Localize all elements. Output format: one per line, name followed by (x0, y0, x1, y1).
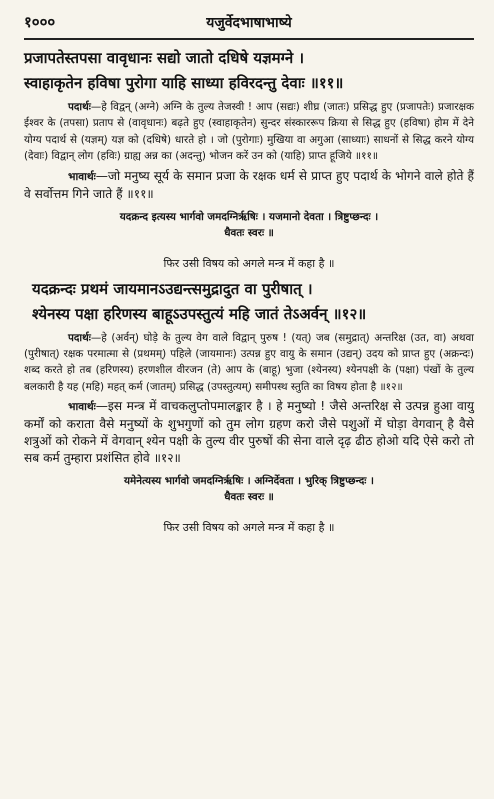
rishi-devata-line: यमेनेत्यस्य भार्गवो जमदग्निर्ऋषिः । अग्निर्देवता । भुरिक् त्रिष्टुप्छन्दः । (124, 475, 374, 488)
bhavartha-paragraph (24, 398, 474, 467)
mantra-12 (24, 277, 474, 327)
mantra-line: स्वाहाकृतेन हविषा पुरोगा याहि साध्या हविरदन्तु देवाः ॥११॥ (24, 74, 344, 92)
page-header (24, 12, 474, 34)
mantra-11 (24, 46, 474, 96)
mantra-line: श्येनस्य पक्षा हरिणस्य बाहूऽउपस्तुत्यं महि जातं तेऽअर्वन् ॥१२॥ (32, 304, 367, 323)
mantra-line: प्रजापतेस्तपसा वावृधानः सद्यो जातो दधिषे यज्ञमग्ने । (24, 49, 305, 67)
bhavartha-paragraph (24, 168, 474, 203)
svara-line: धैवतः स्वरः ॥ (224, 226, 274, 239)
bhavartha-label: भावार्थः (68, 401, 96, 414)
running-title: यजुर्वेदभाषाभाष्ये (206, 15, 292, 31)
page-number: १००० (24, 13, 56, 31)
mantra-intro: फिर उसी विषय को अगले मन्त्र में कहा है ॥ (163, 521, 335, 535)
padartha-label: पदार्थः (68, 101, 91, 113)
svara-line: धैवतः स्वरः ॥ (224, 491, 274, 504)
rishi-devata-line: यदक्रन्द इत्यस्य भार्गवो जमदग्निर्ऋषिः । यजमानो देवता । त्रिष्टुप्छन्दः । (119, 210, 379, 223)
mantra-intro: फिर उसी विषय को अगले मन्त्र में कहा है ॥ (163, 256, 335, 270)
padartha-paragraph (24, 330, 474, 396)
bhavartha-label: भावार्थः (68, 170, 96, 183)
bhavartha-text: —जो मनुष्य सूर्य के समान प्रजा के रक्षक धर्म से प्राप्त हुए पदार्थ के भोगने वाले होते हैं वे सर्वोत्तम गिने जाते हैं ॥११॥ (24, 168, 474, 201)
mantra-line: यदक्रन्दः प्रथमं जायमानऽउद्यन्त्समुद्रादुत वा पुरीषात् । (32, 279, 313, 298)
padartha-text: —हे (अर्वन्) घोड़े के तुल्य वेग वाले विद्वान् पुरुष ! (यत्) जब (समुद्रात्) अन्तरिक्ष (उत, वा) अथवा (पुरीषात्) रक्षक परमात्मा से (प्रथमम्) पहिले (जायमानः) उत्पन्न हुए वायु के समान (उद्यन्) उदय को प्राप्त हुए (अक्रन्दः) शब्द करते हो तब (हरिणस्य) हरणशील वीरजन (ते) आप के (बाहू) भुजा (श्येनस्य) श्येनपक्षी के (पक्षा) पंखों के तुल्य बलकारी है यह (महि) महत् कर्म (जातम्) प्रसिद्ध (उपस्तुत्यम्) समीपस्थ स्तुति का विषय होता है ॥१२॥ (24, 331, 474, 393)
bhavartha-text: —इस मन्त्र में वाचकलुप्तोपमालङ्कार है । हे मनुष्यो ! जैसे अन्तरिक्ष से उत्पन्न हुआ वायु कर्मों को कराता वैसे मनुष्यों के शुभगुणों को तुम लोग ग्रहण करो जैसे पशुओं में घोड़ा वेगवान् है वैसे शत्रुओं को रोकने में वेगवान् श्येन पक्षी के तुल्य वीर पुरुषों की सेना वाले दृढ़ ढीठ होओ यदि ऐसे करो तो सब कर्म तुम्हारा प्रशंसित होवे ॥१२॥ (24, 399, 474, 466)
header-rule (24, 38, 474, 40)
padartha-text: —हे विद्वन् (अग्ने) अग्नि के तुल्य तेजस्वी ! आप (सद्यः) शीघ्र (जातः) प्रसिद्ध हुए (प्रजापतेः) प्रजारक्षक ईश्वर के (तपसा) प्रताप से (वावृधानः) बढ़ते हुए (स्वाहाकृतेन) सुन्दर संस्काररूप क्रिया से सिद्ध हुए (हविषा) होम में देने योग्य पदार्थ से (यज्ञम्) यज्ञ को (दधिषे) धारते हो । जो (पुरोगाः) मुखिया वा अगुआ (साध्याः) साधनों से सिद्ध करने योग्य (देवाः) विद्वान् लोग (हविः) ग्राह्य अन्न का (अदन्तु) भोजन करें उन को (याहि) प्राप्त हूजिये ॥११॥ (24, 101, 474, 163)
padartha-label: पदार्थः (68, 331, 91, 344)
padartha-paragraph (24, 99, 474, 165)
